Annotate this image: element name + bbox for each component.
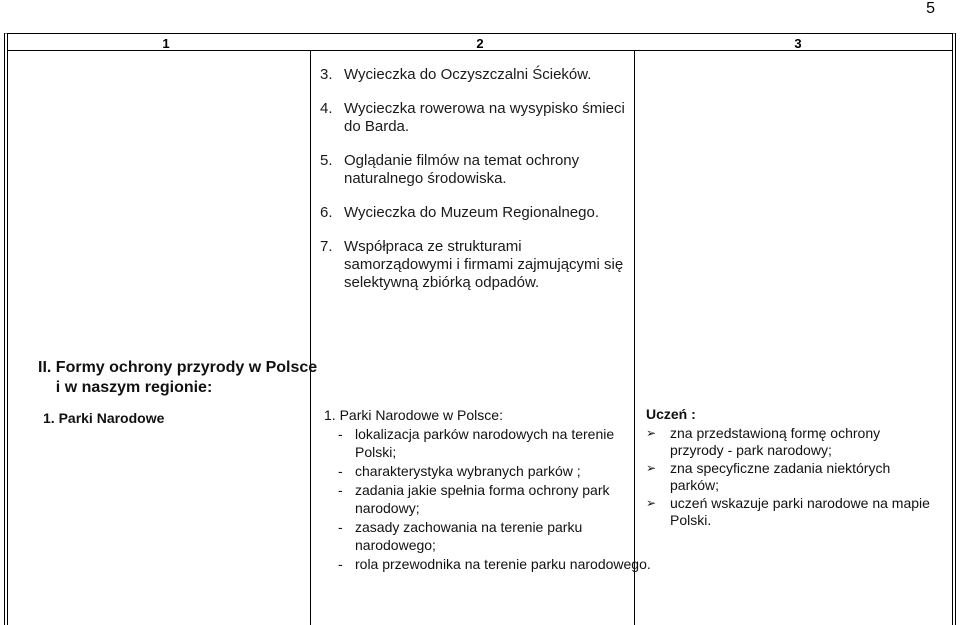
list-item [646,495,936,529]
item-text: rola przewodnika na terenie parku narodowego. [355,556,651,572]
column-header-1: 1 [162,36,170,51]
subsection-title: 1. Parki Narodowe [43,410,165,426]
outcomes-list [646,406,936,530]
list-item [320,238,630,292]
page-number: 5 [926,0,935,17]
item-text: Wycieczka do Muzeum Regionalnego. [344,204,599,221]
outcomes-heading: Uczeń : [646,406,696,422]
content-list [324,406,654,574]
work-forms-list [320,66,630,308]
item-text: lokalizacja parków narodowych na terenie Polski; [355,426,615,460]
item-number: 4. [320,100,333,117]
item-text: Oglądanie filmów na temat ochrony naturalnego środowiska. [344,152,580,187]
column-header-3: 3 [794,36,802,51]
curriculum-table [4,33,956,625]
list-item [320,204,630,222]
section-number: II. [38,359,52,376]
list-item [320,66,630,84]
content-heading: 1. Parki Narodowe w Polsce: [324,407,503,423]
item-text: charakterystyka wybranych parków ; [355,463,581,479]
dash-bullet: - [338,519,343,535]
list-item [324,425,654,461]
arrow-bullet-icon: ➢ [646,426,657,440]
list-item [324,555,654,573]
list-item [324,462,654,480]
item-text: zasady zachowania na terenie parku narodowego; [355,519,583,553]
dash-bullet: - [338,556,343,572]
list-item [646,425,936,459]
list-item [324,481,654,517]
item-text: Wycieczka rowerowa na wysypisko śmieci do Barda. [344,100,625,135]
section-title [38,358,326,398]
item-text: zadania jakie spełnia forma ochrony park narodowy; [355,482,610,516]
item-number: 6. [320,204,333,221]
list-item [324,518,654,554]
item-text: zna przedstawioną formę ochrony przyrody - park narodowy; [670,425,881,458]
item-number: 5. [320,152,333,169]
list-item [320,100,630,136]
item-text: Współpraca ze strukturami samorządowymi i firmami zajmującymi się selektywną zbiórką odpadów. [344,238,624,291]
list-item [320,152,630,188]
section-text: Formy ochrony przyrody w Polsce i w naszym regionie: [55,359,318,396]
item-number: 3. [320,66,333,83]
dash-bullet: - [338,482,343,498]
arrow-bullet-icon: ➢ [646,496,657,510]
item-text: zna specyficzne zadania niektórych parków; [670,460,891,493]
column-header-2: 2 [476,36,484,51]
item-number: 7. [320,238,333,255]
arrow-bullet-icon: ➢ [646,461,657,475]
item-text: uczeń wskazuje parki narodowe na mapie Polski. [670,495,930,528]
dash-bullet: - [338,426,343,442]
dash-bullet: - [338,463,343,479]
item-text: Wycieczka do Oczyszczalni Ścieków. [344,66,592,83]
list-item [646,460,936,494]
column-divider [310,50,311,625]
